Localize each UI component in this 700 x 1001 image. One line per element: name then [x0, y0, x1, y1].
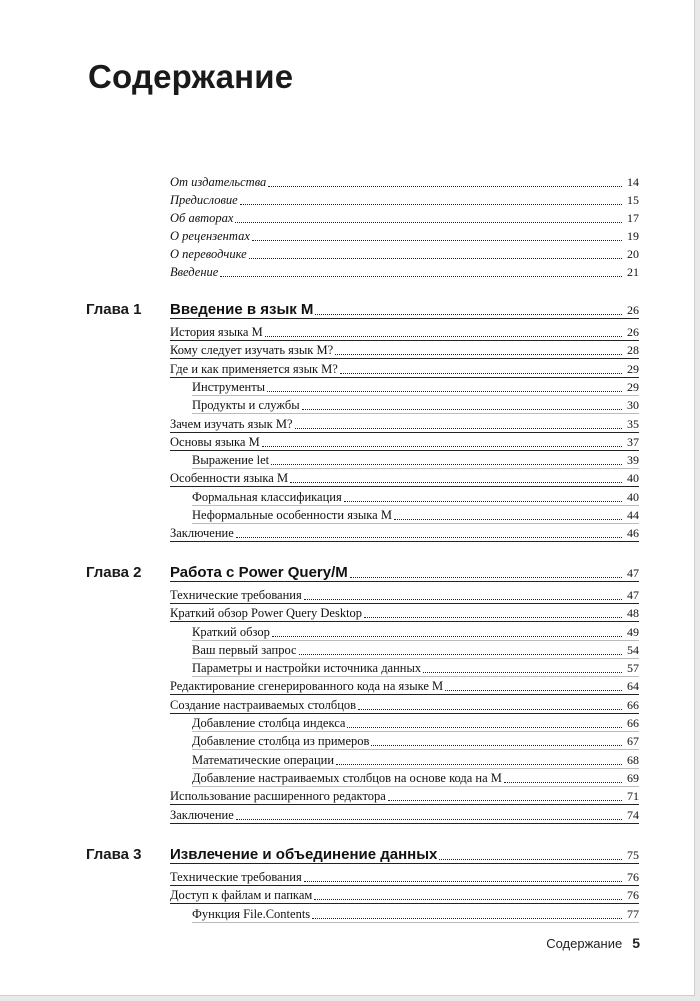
- toc-entry-label: Особенности языка M: [170, 471, 289, 485]
- dot-leader: [249, 258, 622, 259]
- toc-entry-label: Редактирование сгенерированного кода на языке M: [170, 679, 444, 693]
- toc-section-entry: [170, 322, 639, 341]
- dot-leader: [336, 764, 622, 765]
- toc-entry-label: Инструменты: [192, 380, 266, 394]
- dot-leader: [265, 336, 622, 337]
- toc-entry-label: О рецензентах: [170, 229, 250, 243]
- toc-entry-label: Доступ к файлам и папкам: [170, 888, 313, 902]
- toc-entry-label: Ваш первый запрос: [192, 643, 297, 657]
- toc-entry-label: Об авторах: [170, 211, 234, 225]
- toc-entry-label: Добавление столбца индекса: [192, 716, 346, 730]
- toc-section-entry: [170, 359, 639, 378]
- toc-subsection-entry: [192, 768, 639, 787]
- dot-leader: [314, 899, 622, 900]
- dot-leader: [439, 859, 622, 860]
- toc-entry-label: Краткий обзор: [192, 625, 270, 639]
- dot-leader: [302, 409, 622, 410]
- toc-subsection-entry: [192, 658, 639, 677]
- toc-entry-label: Введение: [170, 265, 219, 279]
- toc-entry-label: Формальная классификация: [192, 490, 342, 504]
- dot-leader: [504, 782, 622, 783]
- toc-entry-label: Работа с Power Query/M: [170, 564, 348, 581]
- dot-leader: [240, 204, 622, 205]
- dot-leader: [388, 800, 622, 801]
- dot-leader: [364, 617, 622, 618]
- toc-page-number: 76: [627, 888, 639, 902]
- toc-section-entry: [170, 867, 639, 886]
- chapter-heading: [170, 561, 639, 582]
- toc-page-number: 30: [627, 398, 639, 412]
- toc-entry-label: Где и как применяется язык M?: [170, 362, 338, 376]
- dot-leader: [315, 314, 622, 315]
- page-footer: [520, 935, 640, 951]
- toc-subsection-entry: [192, 487, 639, 506]
- toc-entry-label: Технические требования: [170, 588, 302, 602]
- dot-leader: [271, 464, 622, 465]
- toc-page-number: 66: [627, 716, 639, 730]
- toc-section-entry: [170, 885, 639, 904]
- front-matter-entry: [170, 226, 639, 244]
- toc-section-entry: [170, 786, 639, 805]
- toc-page-number: 29: [627, 362, 639, 376]
- page-title: Содержание: [88, 58, 294, 95]
- dot-leader: [358, 709, 622, 710]
- footer-page-number: 5: [632, 935, 640, 951]
- dot-leader: [344, 501, 622, 502]
- toc-subsection-entry: [192, 713, 639, 732]
- toc-page-number: 40: [627, 471, 639, 485]
- front-matter-entry: [170, 208, 639, 226]
- toc-section-entry: [170, 340, 639, 359]
- toc-page-number: 69: [627, 771, 639, 785]
- toc-page-number: 48: [627, 606, 639, 620]
- dot-leader: [236, 819, 622, 820]
- toc-page-number: 76: [627, 870, 639, 884]
- toc-section-entry: [170, 432, 639, 451]
- toc-entry-label: Предисловие: [170, 193, 238, 207]
- toc-entry-label: Использование расширенного редактора: [170, 789, 386, 803]
- toc-section-entry: [170, 523, 639, 542]
- footer-section-label: Содержание: [546, 936, 623, 951]
- toc-page-number: 14: [627, 175, 639, 189]
- dot-leader: [335, 354, 622, 355]
- toc-section-entry: [170, 468, 639, 487]
- toc-entry-label: От издательства: [170, 175, 267, 189]
- toc-page-number: 68: [627, 753, 639, 767]
- toc-page-number: 17: [627, 211, 639, 225]
- toc-entry-label: Заключение: [170, 526, 234, 540]
- toc-entry-label: Неформальные особенности языка M: [192, 508, 392, 522]
- toc-entry-label: О переводчике: [170, 247, 247, 261]
- dot-leader: [304, 599, 622, 600]
- toc-entry-label: История языка M: [170, 325, 263, 339]
- dot-leader: [347, 727, 622, 728]
- dot-leader: [290, 482, 622, 483]
- toc-entry-label: Краткий обзор Power Query Desktop: [170, 606, 363, 620]
- dot-leader: [304, 881, 622, 882]
- toc-entry-label: Добавление столбца из примеров: [192, 734, 370, 748]
- dot-leader: [350, 577, 622, 578]
- toc-entry-label: Функция File.Contents: [192, 907, 311, 921]
- dot-leader: [220, 276, 622, 277]
- dot-leader: [312, 918, 622, 919]
- dot-leader: [272, 636, 622, 637]
- toc-entry-label: Технические требования: [170, 870, 302, 884]
- front-matter-entry: [170, 190, 639, 208]
- toc-entry-label: Математические операции: [192, 753, 335, 767]
- dot-leader: [295, 428, 622, 429]
- toc-page-number: 75: [627, 848, 639, 862]
- toc-page-number: 19: [627, 229, 639, 243]
- toc-page-number: 44: [627, 508, 639, 522]
- toc-page-number: 67: [627, 734, 639, 748]
- toc-page-number: 47: [627, 566, 639, 580]
- chapter-heading: [170, 843, 639, 864]
- toc-entry-label: Заключение: [170, 808, 234, 822]
- toc-page-number: 15: [627, 193, 639, 207]
- toc-entry-label: Зачем изучать язык M?: [170, 417, 293, 431]
- dot-leader: [236, 537, 622, 538]
- toc-subsection-entry: [192, 622, 639, 641]
- toc-page-number: 26: [627, 325, 639, 339]
- toc-entry-label: Добавление настраиваемых столбцов на основе кода на M: [192, 771, 502, 785]
- toc-page-number: 29: [627, 380, 639, 394]
- toc-subsection-entry: [192, 640, 639, 659]
- toc-page-number: 49: [627, 625, 639, 639]
- toc-section-entry: [170, 676, 639, 695]
- toc-entry-label: Извлечение и объединение данных: [170, 846, 438, 863]
- chapter-number: Глава 1: [86, 301, 142, 318]
- toc-section-entry: [170, 603, 639, 622]
- toc-page-number: 40: [627, 490, 639, 504]
- toc-page-number: 21: [627, 265, 639, 279]
- toc-entry-label: Создание настраиваемых столбцов: [170, 698, 357, 712]
- dot-leader: [445, 690, 622, 691]
- toc-page-number: 64: [627, 679, 639, 693]
- toc-page-number: 77: [627, 907, 639, 921]
- chapter-number: Глава 2: [86, 564, 142, 581]
- toc-page-number: 47: [627, 588, 639, 602]
- toc-page-number: 39: [627, 453, 639, 467]
- chapter-number: Глава 3: [86, 846, 142, 863]
- dot-leader: [262, 446, 622, 447]
- dot-leader: [340, 373, 622, 374]
- toc-page-number: 26: [627, 303, 639, 317]
- toc-page-number: 71: [627, 789, 639, 803]
- dot-leader: [299, 654, 622, 655]
- toc-page-number: 57: [627, 661, 639, 675]
- dot-leader: [394, 519, 622, 520]
- toc-section-entry: [170, 414, 639, 433]
- dot-leader: [267, 391, 622, 392]
- toc-subsection-entry: [192, 377, 639, 396]
- toc-subsection-entry: [192, 505, 639, 524]
- toc-section-entry: [170, 585, 639, 604]
- toc-page-number: 37: [627, 435, 639, 449]
- toc-section-entry: [170, 695, 639, 714]
- toc-page-number: 28: [627, 343, 639, 357]
- toc-entry-label: Выражение let: [192, 453, 270, 467]
- dot-leader: [423, 672, 622, 673]
- toc-subsection-entry: [192, 731, 639, 750]
- toc-entry-label: Параметры и настройки источника данных: [192, 661, 422, 675]
- toc-subsection-entry: [192, 750, 639, 769]
- toc-entry-label: Основы языка M: [170, 435, 260, 449]
- toc-page-number: 66: [627, 698, 639, 712]
- toc-subsection-entry: [192, 395, 639, 414]
- toc-entry-label: Кому следует изучать язык M?: [170, 343, 334, 357]
- toc-page-number: 54: [627, 643, 639, 657]
- dot-leader: [371, 745, 622, 746]
- toc-page-number: 35: [627, 417, 639, 431]
- front-matter-entry: [170, 262, 639, 280]
- toc-page-number: 46: [627, 526, 639, 540]
- dot-leader: [252, 240, 622, 241]
- toc-entry-label: Продукты и службы: [192, 398, 300, 412]
- dot-leader: [268, 186, 622, 187]
- toc-subsection-entry: [192, 904, 639, 923]
- chapter-heading: [170, 298, 639, 319]
- toc-section-entry: [170, 805, 639, 824]
- front-matter-entry: [170, 172, 639, 190]
- toc-entry-label: Введение в язык M: [170, 301, 314, 318]
- front-matter-entry: [170, 244, 639, 262]
- toc-subsection-entry: [192, 450, 639, 469]
- toc-page-number: 20: [627, 247, 639, 261]
- dot-leader: [235, 222, 622, 223]
- toc-page-number: 74: [627, 808, 639, 822]
